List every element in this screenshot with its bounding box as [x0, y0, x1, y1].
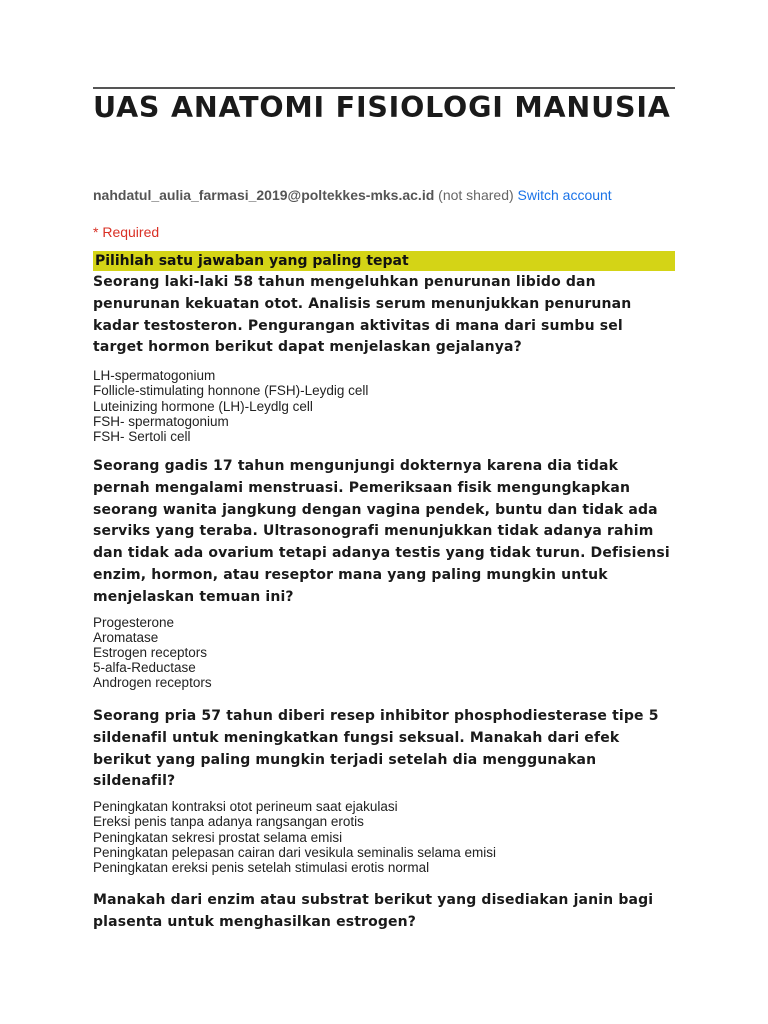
question-1-option-e[interactable]: FSH- Sertoli cell — [93, 429, 191, 444]
question-3-option-a[interactable]: Peningkatan kontraksi otot perineum saat ejakulasi — [93, 799, 398, 815]
question-1-option-a[interactable]: LH-spermatogonium — [93, 368, 216, 384]
question-4-text: Manakah dari enzim atau substrat berikut yang disediakan janin bagi plasenta untuk menghasilkan estrogen? — [93, 892, 654, 930]
question-3-text: Seorang pria 57 tahun diberi resep inhibitor phosphodiesterase tipe 5 sildenafil untuk meningkatkan fungsi seksual. Manakah dari efek berikut yang paling mungkin terjadi setelah dia menggunakan sildenafil? — [93, 708, 659, 790]
required-note: * Required — [93, 224, 160, 240]
question-3-option-b[interactable]: Ereksi penis tanpa adanya rangsangan erotis — [93, 814, 364, 830]
question-2-options — [93, 615, 675, 691]
question-2-option-d[interactable]: 5-alfa-Reductase — [93, 660, 196, 676]
account-shared-note: (not shared) — [438, 187, 514, 203]
question-3-option-e[interactable]: Peningkatan ereksi penis setelah stimulasi erotis normal — [93, 860, 430, 875]
form-title: UAS ANATOMI FISIOLOGI MANUSIA — [93, 91, 671, 124]
question-2-option-c[interactable]: Estrogen receptors — [93, 644, 208, 660]
question-4 — [93, 890, 675, 934]
question-2-option-a[interactable]: Progesterone — [93, 614, 175, 630]
account-info — [93, 185, 612, 205]
question-2-text: Seorang gadis 17 tahun mengunjungi dokternya karena dia tidak pernah mengalami menstruasi. Pemeriksaan fisik mengungkapkan seorang wanita jangkung dengan vagina pendek, buntu dan tidak ada serviks yang teraba. Ultrasonografi menunjukkan tidak adanya rahim dan tidak ada ovarium tetapi adanya testis yang tidak turun. Defisiensi enzim, hormon, atau reseptor mana yang paling mungkin untuk menjelaskan temuan ini? — [93, 458, 670, 605]
question-1-option-d[interactable]: FSH- spermatogonium — [93, 413, 229, 429]
question-1 — [93, 272, 675, 444]
question-3-option-d[interactable]: Peningkatan pelepasan cairan dari vesikula seminalis selama emisi — [93, 844, 496, 860]
switch-account-link[interactable]: Switch account — [517, 187, 612, 203]
question-3-options — [93, 799, 675, 875]
question-1-option-b[interactable]: Follicle-stimulating honnone (FSH)-Leydig cell — [93, 383, 369, 399]
question-2-option-e[interactable]: Androgen receptors — [93, 675, 212, 691]
section-instruction-banner: Pilihlah satu jawaban yang paling tepat — [93, 251, 675, 271]
account-email: nahdatul_aulia_farmasi_2019@poltekkes-mks.ac.id — [93, 187, 435, 203]
question-1-options — [93, 368, 675, 444]
question-3-option-c[interactable]: Peningkatan sekresi prostat selama emisi — [93, 829, 343, 845]
question-3 — [93, 706, 675, 875]
question-1-option-c[interactable]: Luteinizing hormone (LH)-Leydlg cell — [93, 398, 313, 414]
question-2-option-b[interactable]: Aromatase — [93, 629, 159, 645]
question-2 — [93, 456, 675, 691]
question-1-text: Seorang laki-laki 58 tahun mengeluhkan penurunan libido dan penurunan kekuatan otot. Analisis serum menunjukkan penurunan kadar testosteron. Pengurangan aktivitas di mana dari sumbu sel target hormon berikut dapat menjelaskan gejalanya? — [93, 274, 632, 356]
